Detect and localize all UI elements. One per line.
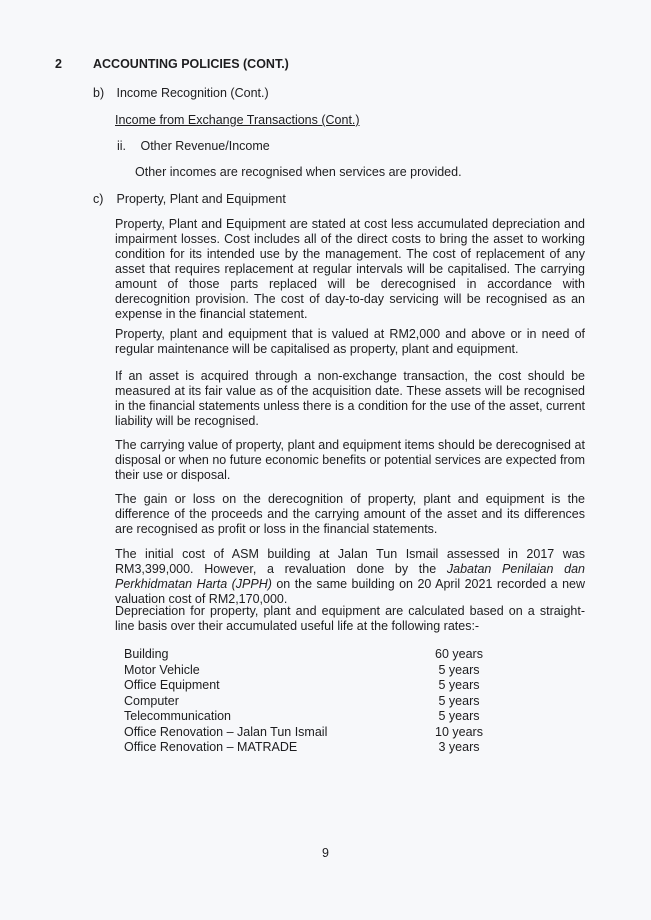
rate-years: 60 years bbox=[435, 647, 483, 661]
other-income-text: Other incomes are recognised when services are provided. bbox=[135, 165, 462, 179]
rate-row bbox=[124, 709, 484, 725]
subsection-c-label: c) bbox=[93, 192, 104, 206]
rate-row bbox=[124, 725, 484, 741]
section-number: 2 bbox=[55, 57, 62, 71]
ppe-paragraph-7: Depreciation for property, plant and equipment are calculated based on a straight-line basis over their accumulated useful life at the following rates:- bbox=[115, 604, 585, 633]
rate-row bbox=[124, 740, 484, 756]
rate-asset: Motor Vehicle bbox=[124, 662, 200, 677]
subsection-b-title: Income Recognition (Cont.) bbox=[116, 86, 269, 100]
rate-asset: Telecommunication bbox=[124, 709, 231, 723]
rate-row bbox=[124, 678, 484, 694]
rate-row bbox=[124, 663, 484, 679]
section-title: ACCOUNTING POLICIES (CONT.) bbox=[93, 57, 289, 71]
revaluation-text-end: on the same building on 20 April 2021 recorded a new valuation cost of RM2,170,000. bbox=[115, 577, 585, 606]
ppe-paragraph-3: If an asset is acquired through a non-exchange transaction, the cost should be measured at its fair value as of the acquisition date. These assets will be recognised in the financial statements unless there is a condition for the use of the asset, current liability will be recognised. bbox=[115, 369, 585, 428]
item-ii-title: Other Revenue/Income bbox=[140, 139, 270, 153]
rate-asset: Office Renovation – Jalan Tun Ismail bbox=[124, 724, 328, 739]
rate-years: 5 years bbox=[438, 693, 480, 708]
subsection-c-heading bbox=[93, 192, 286, 207]
subsection-c-title: Property, Plant and Equipment bbox=[116, 192, 286, 206]
item-ii-heading bbox=[117, 139, 270, 154]
rate-years: 5 years bbox=[438, 709, 480, 723]
rate-years: 5 years bbox=[438, 678, 480, 692]
rate-asset: Office Renovation – MATRADE bbox=[124, 740, 298, 754]
page-number: 9 bbox=[322, 846, 329, 860]
ppe-paragraph-1: Property, Plant and Equipment are stated at cost less accumulated depreciation and impairment losses. Cost includes all of the direct costs to bring the asset to working condition for its intended use by the management. The cost of replacement of any asset that requires replacement at regular intervals will be capitalised. The carrying amount of those parts replaced will be derecognised in accordance with derecognition provision. The cost of day-to-day servicing will be recognised as an expense in the financial statement. bbox=[115, 217, 585, 321]
ppe-paragraph-5: The gain or loss on the derecognition of property, plant and equipment is the difference of the proceeds and the carrying amount of the asset and its differences are recognised as profit or loss in the financial statements. bbox=[115, 492, 585, 536]
rate-row bbox=[124, 694, 484, 710]
item-ii-label: ii. bbox=[117, 139, 127, 153]
rate-years: 3 years bbox=[438, 740, 480, 754]
ppe-paragraph-6 bbox=[115, 547, 585, 607]
rate-row bbox=[124, 647, 484, 663]
subsection-b-label: b) bbox=[93, 86, 105, 100]
rate-years: 5 years bbox=[438, 662, 480, 677]
ppe-paragraph-4: The carrying value of property, plant and equipment items should be derecognised at disposal or when no future economic benefits or potential services are expected from their use or disposal. bbox=[115, 438, 585, 482]
rate-asset: Computer bbox=[124, 693, 179, 708]
rate-asset: Office Equipment bbox=[124, 678, 220, 692]
revaluation-text-start: The initial cost of ASM building at Jalan Tun Ismail assessed in 2017 was RM3,399,000. However, a revaluation done by the bbox=[115, 547, 585, 576]
rate-asset: Building bbox=[124, 647, 169, 661]
ppe-paragraph-2: Property, plant and equipment that is valued at RM2,000 and above or in need of regular maintenance will be capitalised as property, plant and equipment. bbox=[115, 327, 585, 356]
subsection-b-heading bbox=[93, 86, 269, 101]
depreciation-rates-table bbox=[124, 647, 484, 756]
rate-years: 10 years bbox=[435, 724, 483, 739]
exchange-transactions-subheading: Income from Exchange Transactions (Cont.) bbox=[115, 113, 360, 127]
jpph-name: Jabatan Penilaian dan Perkhidmatan Harta (JPPH) bbox=[115, 562, 585, 591]
